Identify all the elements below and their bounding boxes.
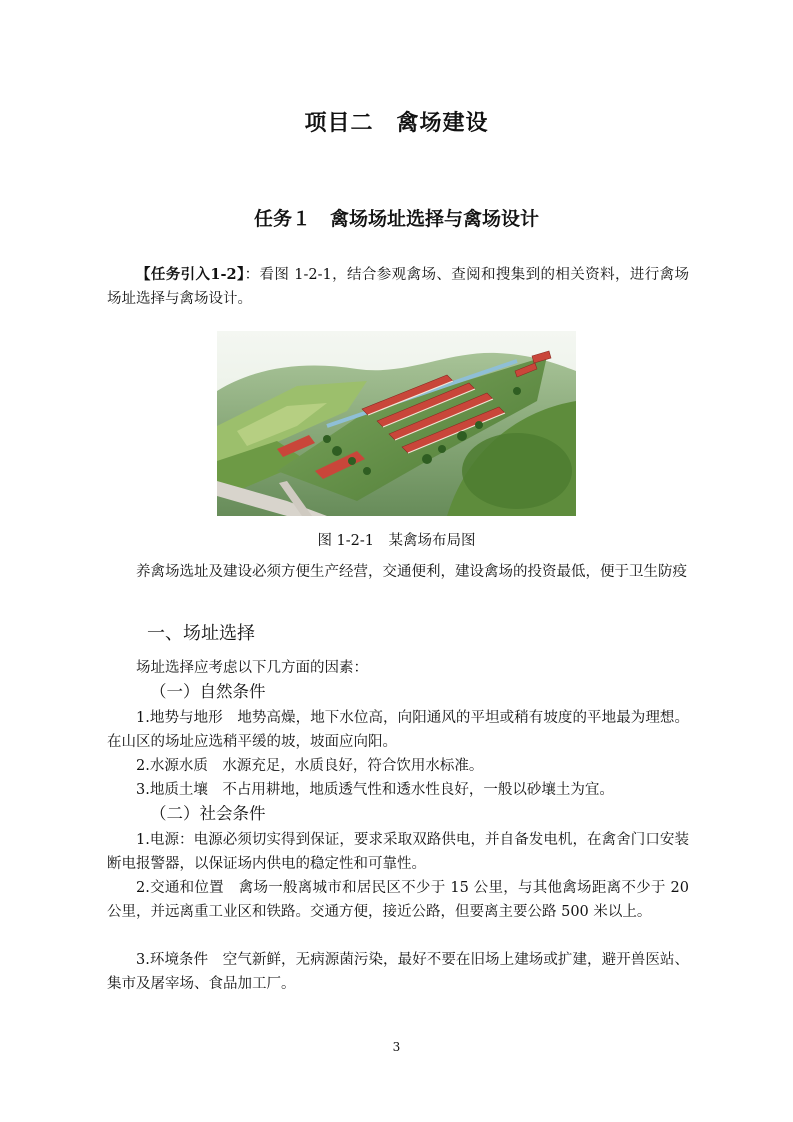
subheading-natural-conditions: （一）自然条件 [150, 682, 266, 701]
page-title: 项目二 禽场建设 [304, 110, 489, 136]
intro-label: 【任务引入1-2】 [136, 266, 245, 283]
task-title: 任务１ 禽场场址选择与禽场设计 [253, 208, 539, 230]
natural-condition-terrain: 1.地势与地形 地势高燥，地下水位高，向阳通风的平坦或稍有坡度的平地最为理想。在山区的场址应选稍平缓的坡，坡面应向阳。 [107, 710, 689, 750]
social-condition-transport: 2.交通和位置 禽场一般离城市和居民区不少于 15 公里，与其他禽场距离不少于 20 公里，并远离重工业区和铁路。交通方便，接近公路，但要离主要公路 500 米以上。 [107, 880, 689, 920]
natural-condition-water: 2.水源水质 水源充足，水质良好，符合饮用水标准。 [136, 758, 484, 774]
social-condition-power: 1.电源：电源必须切实得到保证，要求采取双路供电，并自备发电机，在禽舍门口安装断电报警器，以保证场内供电的稳定性和可靠性。 [107, 832, 689, 872]
farm-layout-figure [217, 331, 576, 516]
page-number: 3 [392, 1040, 401, 1054]
task-intro [107, 263, 689, 311]
social-condition-environment: 3.环境条件 空气新鲜，无病源菌污染，最好不要在旧场上建场或扩建，避开兽医站、集市及屠宰场、食品加工厂。 [107, 952, 689, 992]
intro-paragraph: 养禽场选址及建设必须方便生产经营，交通便利，建设禽场的投资最低，便于卫生防疫 [136, 564, 687, 580]
intro-text: ：看图 1-2-1，结合参观禽场、查阅和搜集到的相关资料，进行禽场场址选择与禽场设计。 [107, 267, 689, 307]
site-selection-intro: 场址选择应考虑以下几方面的因素： [136, 660, 368, 676]
subheading-social-conditions: （二）社会条件 [150, 804, 266, 823]
section-heading-site-selection: 一、场址选择 [147, 623, 255, 644]
figure-caption: 图 1-2-1 某禽场布局图 [317, 533, 476, 549]
natural-condition-soil: 3.地质土壤 不占用耕地，地质透气性和透水性良好，一般以砂壤土为宜。 [136, 782, 614, 798]
